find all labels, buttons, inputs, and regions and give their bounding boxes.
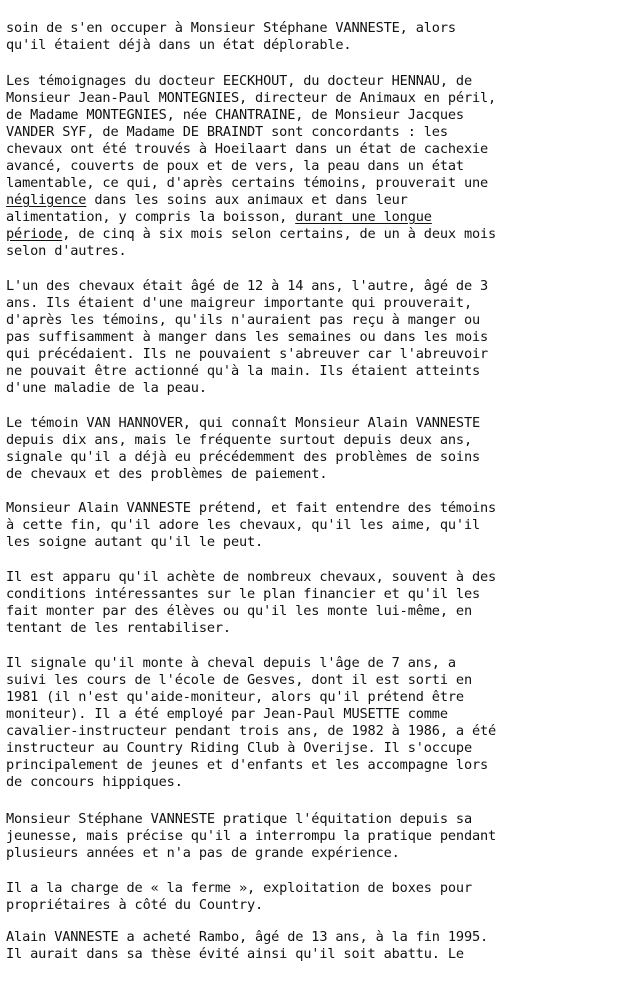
paragraph-6 [6,569,626,637]
text-segment: Alain VANNESTE a acheté Rambo, âgé de 13 ans, à la fin 1995. [6,929,489,945]
paragraph-8 [6,811,626,862]
text-segment: Il signale qu'il monte à cheval depuis l'âge de 7 ans, a [6,655,456,671]
text-line [6,432,626,449]
text-segment: dans les soins aux animaux et dans leur [86,192,408,208]
underlined-text: période [6,226,63,242]
text-segment: fait monter par des élèves ou qu'il les monte lui-même, en [6,603,472,619]
text-line [6,20,626,37]
text-segment: tentant de les rentabiliser. [6,620,231,636]
text-segment: de concours hippiques. [6,774,183,790]
text-segment: cavalier-instructeur pendant trois ans, de 1982 à 1986, a été [6,723,497,739]
text-line [6,774,626,791]
text-line [6,706,626,723]
text-line [6,90,626,107]
text-segment: selon d'autres. [6,243,127,259]
text-line [6,466,626,483]
text-segment: 1981 (il n'est qu'aide-moniteur, alors qu'il prétend être [6,689,464,705]
text-line [6,346,626,363]
text-line [6,380,626,397]
text-segment: Il aurait dans sa thèse évité ainsi qu'il soit abattu. Le [6,946,464,962]
paragraph-9 [6,880,626,914]
text-line [6,415,626,432]
text-line [6,329,626,346]
text-segment: depuis dix ans, mais le fréquente surtout depuis deux ans, [6,432,472,448]
text-line [6,845,626,862]
text-segment: qui précédaient. Ils ne pouvaient s'abreuver car l'abreuvoir [6,346,489,362]
text-line [6,312,626,329]
paragraph-1 [6,20,626,54]
text-line [6,517,626,534]
text-line [6,243,626,260]
underlined-text: durant une longue [295,209,432,225]
text-line [6,897,626,914]
text-segment: à cette fin, qu'il adore les chevaux, qu'il les aime, qu'il [6,517,481,533]
text-line [6,740,626,757]
text-line [6,278,626,295]
paragraph-4 [6,415,626,483]
text-segment: propriétaires à côté du Country. [6,897,264,913]
text-segment: ans. Ils étaient d'une maigreur importante qui prouverait, [6,295,472,311]
text-segment: pas suffisamment à manger dans les semaines ou dans les mois [6,329,489,345]
text-line [6,500,626,517]
text-segment: Monsieur Jean-Paul MONTEGNIES, directeur de Animaux en péril, [6,90,497,106]
text-segment: qu'il étaient déjà dans un état déplorable. [6,37,352,53]
text-line [6,946,626,963]
paragraph-10 [6,929,626,963]
text-line [6,73,626,90]
text-line [6,757,626,774]
text-segment: Il est apparu qu'il achète de nombreux chevaux, souvent à des [6,569,497,585]
text-segment: Les témoignages du docteur EECKHOUT, du docteur HENNAU, de [6,73,472,89]
text-segment: instructeur au Country Riding Club à Overijse. Il s'occupe [6,740,472,756]
text-segment: lamentable, ce qui, d'après certains témoins, prouverait une [6,175,489,191]
text-segment: Le témoin VAN HANNOVER, qui connaît Monsieur Alain VANNESTE [6,415,481,431]
text-line [6,158,626,175]
text-line [6,124,626,141]
text-segment: jeunesse, mais précise qu'il a interrompu la pratique pendant [6,828,497,844]
text-segment: , de cinq à six mois selon certains, de un à deux mois [62,226,497,242]
text-segment: de Madame MONTEGNIES, née CHANTRAINE, de Monsieur Jacques [6,107,464,123]
text-line [6,880,626,897]
text-line [6,175,626,192]
text-line [6,723,626,740]
text-line [6,141,626,158]
text-segment: alimentation, y compris la boisson, [6,209,296,225]
text-line [6,569,626,586]
text-segment: Monsieur Alain VANNESTE prétend, et fait entendre des témoins [6,500,497,516]
text-line [6,689,626,706]
text-segment: Monsieur Stéphane VANNESTE pratique l'équitation depuis sa [6,811,472,827]
text-segment: suivi les cours de l'école de Gesves, dont il est sorti en [6,672,472,688]
text-line [6,586,626,603]
text-line [6,534,626,551]
text-segment: d'une maladie de la peau. [6,380,207,396]
text-segment: chevaux ont été trouvés à Hoeilaart dans un état de cachexie [6,141,489,157]
text-line [6,811,626,828]
text-segment: les soigne autant qu'il le peut. [6,534,264,550]
text-segment: plusieurs années et n'a pas de grande expérience. [6,845,400,861]
paragraph-3 [6,278,626,397]
text-line [6,37,626,54]
text-line [6,449,626,466]
text-line [6,603,626,620]
text-line [6,672,626,689]
text-line [6,295,626,312]
paragraph-2 [6,73,626,260]
text-line [6,828,626,845]
text-segment: soin de s'en occuper à Monsieur Stéphane VANNESTE, alors [6,20,456,36]
text-segment: avancé, couverts de poux et de vers, la peau dans un état [6,158,464,174]
text-line [6,363,626,380]
text-segment: d'après les témoins, qu'ils n'auraient pas reçu à manger ou [6,312,481,328]
text-segment: L'un des chevaux était âgé de 12 à 14 ans, l'autre, âgé de 3 [6,278,489,294]
text-line [6,655,626,672]
underlined-text: négligence [6,192,87,208]
text-segment: Il a la charge de « la ferme », exploitation de boxes pour [6,880,472,896]
text-line [6,226,626,243]
text-line [6,192,626,209]
paragraph-5 [6,500,626,551]
text-segment: ne pouvait être actionné qu'à la main. Ils étaient atteints [6,363,481,379]
text-segment: VANDER SYF, de Madame DE BRAINDT sont concordants : les [6,124,448,140]
text-line [6,620,626,637]
text-segment: principalement de jeunes et d'enfants et les accompagne lors [6,757,489,773]
text-segment: moniteur). Il a été employé par Jean-Paul MUSETTE comme [6,706,448,722]
text-segment: de chevaux et des problèmes de paiement. [6,466,328,482]
text-segment: conditions intéressantes sur le plan financier et qu'il les [6,586,481,602]
text-line [6,107,626,124]
text-line [6,209,626,226]
text-segment: signale qu'il a déjà eu précédemment des problèmes de soins [6,449,481,465]
text-line [6,929,626,946]
paragraph-7 [6,655,626,791]
